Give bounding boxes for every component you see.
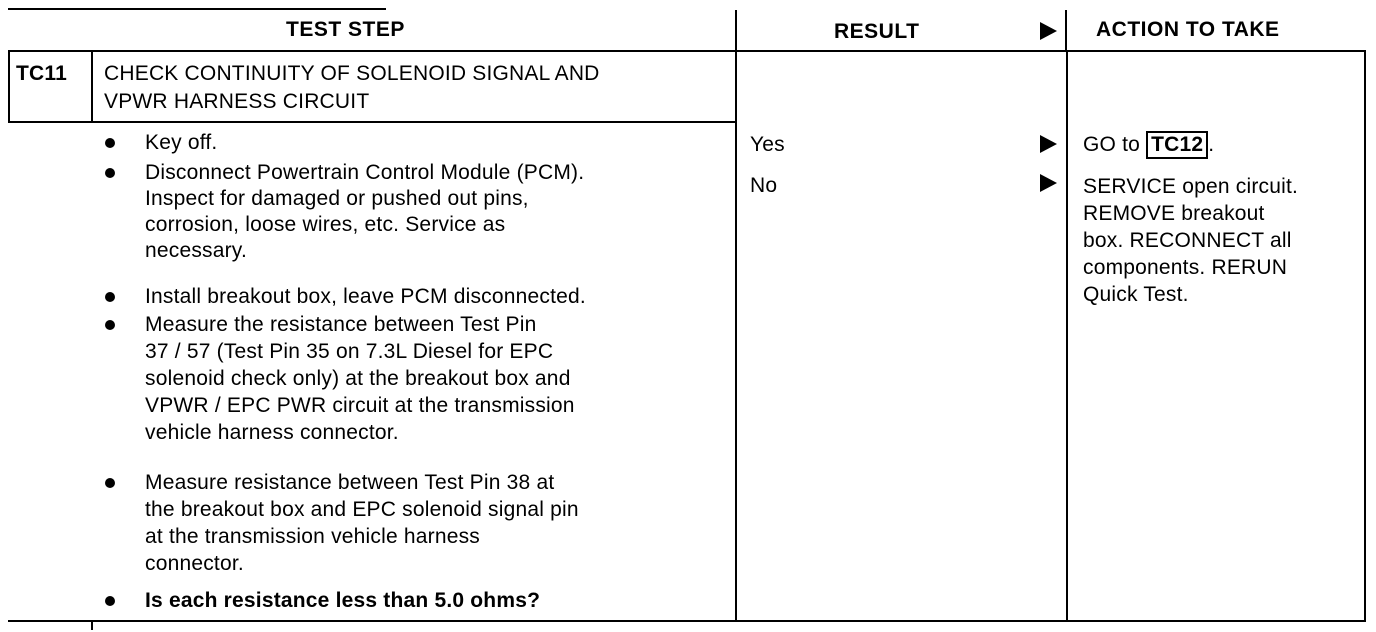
step-title-line-2: VPWR HARNESS CIRCUIT <box>104 90 370 113</box>
action-no-line: Quick Test. <box>1083 283 1189 306</box>
step-reference-tc12[interactable]: TC12 <box>1146 131 1208 159</box>
instruction-line: the breakout box and EPC solenoid signal pin <box>145 498 579 521</box>
instruction-line: Measure the resistance between Test Pin <box>145 313 537 336</box>
top-rule <box>8 8 386 10</box>
instruction-line: connector. <box>145 552 244 575</box>
bullet-icon <box>105 168 115 178</box>
bullet-icon <box>105 478 115 488</box>
action-no-line: components. RERUN <box>1083 256 1288 279</box>
instruction-line: Inspect for damaged or pushed out pins, <box>145 187 529 210</box>
result-no: No <box>750 174 778 197</box>
action-no-line: box. RECONNECT all <box>1083 229 1292 252</box>
instruction-line: Key off. <box>145 131 218 154</box>
instruction-line: vehicle harness connector. <box>145 421 399 444</box>
instruction-question: Is each resistance less than 5.0 ohms? <box>145 589 541 612</box>
action-no-line: REMOVE breakout <box>1083 202 1265 225</box>
left-border <box>8 52 10 122</box>
header-result: RESULT <box>834 20 920 43</box>
action-yes-suffix: . <box>1208 133 1215 156</box>
action-yes <box>1083 131 1214 159</box>
instruction-line: Disconnect Powertrain Control Module (PCM). <box>145 161 585 184</box>
bullet-icon <box>105 596 115 606</box>
test-step-column-right <box>735 52 737 622</box>
header-divider-1 <box>735 10 737 52</box>
header-arrow-icon <box>1040 22 1057 40</box>
arrow-no-icon <box>1040 174 1057 192</box>
right-border <box>1364 52 1366 622</box>
bottom-tick-left <box>91 620 93 630</box>
step-title-line-1: CHECK CONTINUITY OF SOLENOID SIGNAL AND <box>104 62 600 85</box>
header-action: ACTION TO TAKE <box>1096 18 1280 41</box>
instruction-line: solenoid check only) at the breakout box and <box>145 367 571 390</box>
instruction-line: Measure resistance between Test Pin 38 at <box>145 471 555 494</box>
instruction-line: necessary. <box>145 239 247 262</box>
step-id: TC11 <box>16 62 67 85</box>
action-column-left <box>1066 52 1068 622</box>
instruction-line: at the transmission vehicle harness <box>145 525 480 548</box>
arrow-yes-icon <box>1040 135 1057 153</box>
header-test-step: TEST STEP <box>286 18 405 41</box>
instruction-line: VPWR / EPC PWR circuit at the transmission <box>145 394 575 417</box>
action-no-line: SERVICE open circuit. <box>1083 175 1299 198</box>
header-divider-2 <box>1065 10 1067 52</box>
step-title-rule <box>8 121 736 123</box>
result-yes: Yes <box>750 133 785 156</box>
bullet-icon <box>105 320 115 330</box>
header-rule <box>8 50 1366 52</box>
instruction-line: 37 / 57 (Test Pin 35 on 7.3L Diesel for EPC <box>145 340 554 363</box>
action-yes-prefix: GO to <box>1083 133 1147 156</box>
bullet-icon <box>105 138 115 148</box>
instruction-line: corrosion, loose wires, etc. Service as <box>145 213 506 236</box>
bullet-icon <box>105 292 115 302</box>
step-id-divider <box>91 52 93 122</box>
bottom-rule <box>8 620 1366 622</box>
instruction-line: Install breakout box, leave PCM disconnected. <box>145 285 586 308</box>
